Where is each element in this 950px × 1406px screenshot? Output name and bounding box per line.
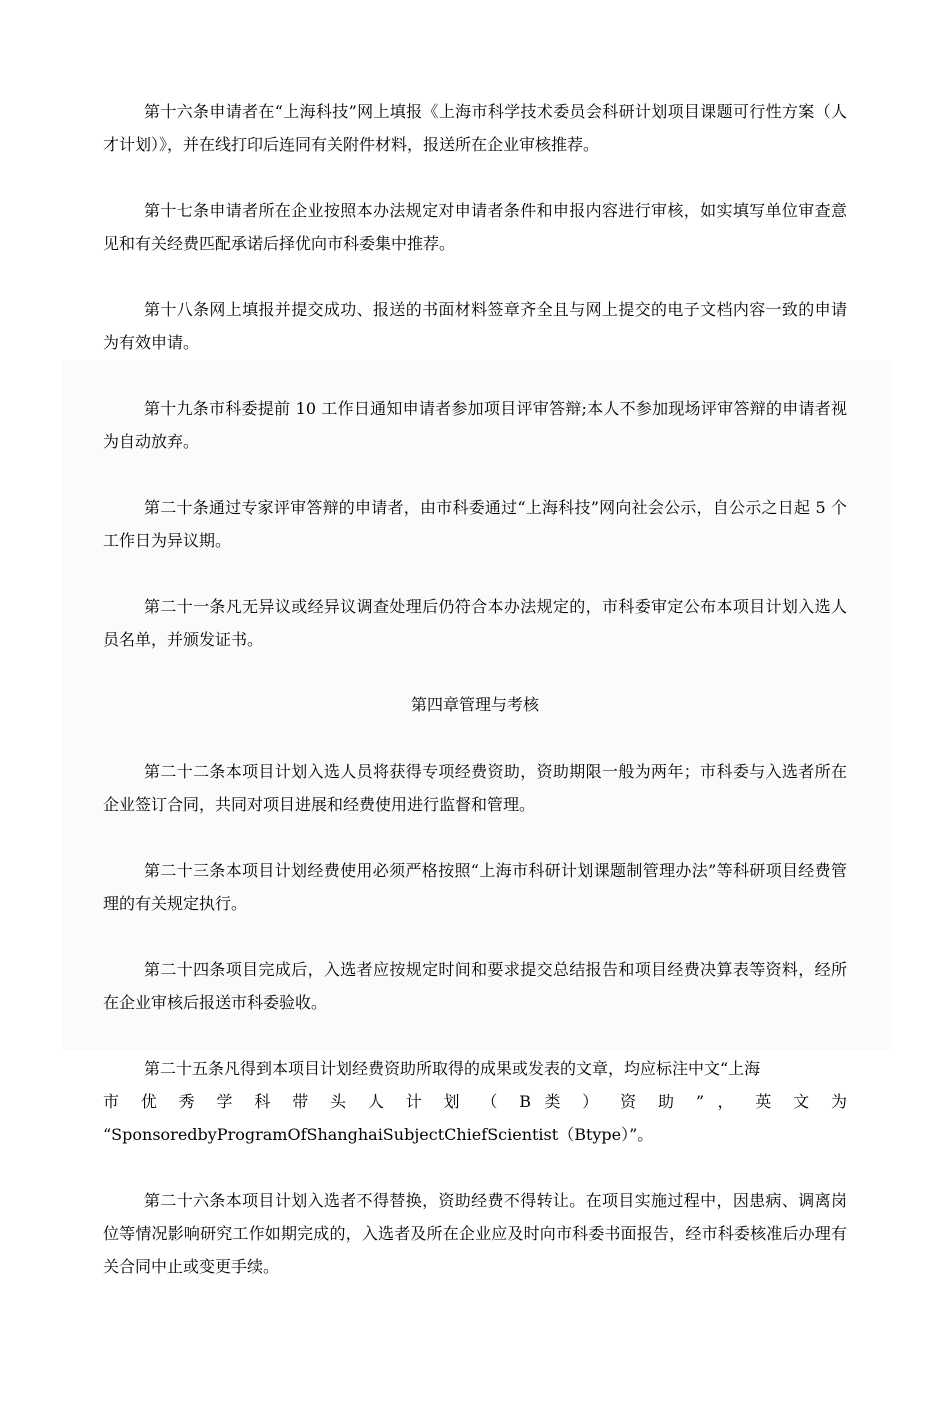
article-19: 第十九条市科委提前 10 工作日通知申请者参加项目评审答辩;本人不参加现场评审答辩的申请者视为自动放弃。 xyxy=(103,399,847,451)
article-18: 第十八条网上填报并提交成功、报送的书面材料签章齐全且与网上提交的电子文档内容一致的申请为有效申请。 xyxy=(103,300,847,352)
article-25-line-1: 第二十五条凡得到本项目计划经费资助所取得的成果或发表的文章，均应标注中文“上海 xyxy=(144,1059,761,1078)
article-25-line-2: 市 优 秀 学 科 带 头 人 计 划 （ B 类 ） 资 助 ” ， 英 文 为 xyxy=(103,1092,847,1111)
article-17: 第十七条申请者所在企业按照本办法规定对申请者条件和申报内容进行审核，如实填写单位审查意见和有关经费匹配承诺后择优向市科委集中推荐。 xyxy=(103,201,847,253)
article-24: 第二十四条项目完成后，入选者应按规定时间和要求提交总结报告和项目经费决算表等资料，经所在企业审核后报送市科委验收。 xyxy=(103,960,847,1012)
article-21: 第二十一条凡无异议或经异议调查处理后仍符合本办法规定的，市科委审定公布本项目计划入选人员名单，并颁发证书。 xyxy=(103,597,847,649)
chapter-heading: 第四章管理与考核 xyxy=(410,695,539,714)
article-26: 第二十六条本项目计划入选者不得替换，资助经费不得转让。在项目实施过程中，因患病、调离岗位等情况影响研究工作如期完成的，入选者及所在企业应及时向市科委书面报告，经市科委核准后办理有关合同中止或变更手续。 xyxy=(103,1191,847,1276)
article-22: 第二十二条本项目计划入选人员将获得专项经费资助，资助期限一般为两年；市科委与入选者所在企业签订合同，共同对项目进展和经费使用进行监督和管理。 xyxy=(103,762,847,814)
article-20: 第二十条通过专家评审答辩的申请者，由市科委通过“上海科技”网向社会公示，自公示之日起 5 个工作日为异议期。 xyxy=(103,498,847,550)
article-25-line-3: “SponsoredbyProgramOfShanghaiSubjectChiefScientist（Btype）”。 xyxy=(103,1125,654,1144)
article-25 xyxy=(103,1052,847,1151)
article-23: 第二十三条本项目计划经费使用必须严格按照“上海市科研计划课题制管理办法”等科研项目经费管理的有关规定执行。 xyxy=(103,861,847,913)
article-16: 第十六条申请者在“上海科技”网上填报《上海市科学技术委员会科研计划项目课题可行性方案（人才计划）》，并在线打印后连同有关附件材料，报送所在企业审核推荐。 xyxy=(103,102,847,154)
